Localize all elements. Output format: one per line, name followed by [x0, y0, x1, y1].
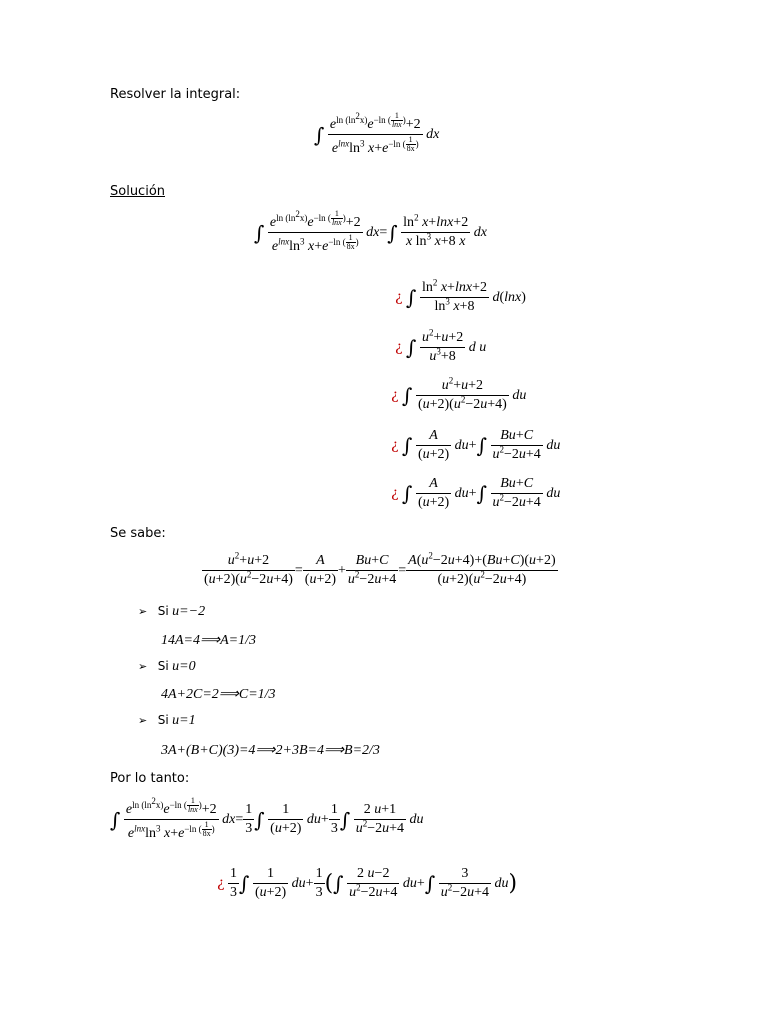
step-6: ¿ ∫ $\frac{A}{(u+2)}$ du+∫ $\frac{Bu+C}{u^2-2u+4}$ du [391, 476, 561, 511]
intro-text: Resolver la integral: [110, 87, 241, 102]
case-1-result: 14A=4⟹A=1/3 [161, 633, 256, 648]
case-2 [138, 659, 196, 675]
integral-statement: ∫ $e^{ln (ln^2x)}e^{-ln ( \frac{1}{\ln x} )}+2$ $e^{lnx}\ln^3$ $x+e^{-ln ( \frac{1}{8x} )}$ dx [314, 110, 440, 157]
case-condition: u=−2 [172, 604, 206, 619]
step-4: ¿ ∫ $\frac{u^2+u+2}{(u+2)(u^2-2u+4)}$ du [391, 375, 527, 413]
partial-fractions-equation: $\frac{u^2+u+2}{(u+2)(u^2-2u+4)}$ = $\frac{A}{(u+2)}$ + $\frac{Bu+C}{u^2-2u+4}$ = $\frac{A(u^2-2u+4)+(Bu+C)(u+2)}{(u+2)(u^2-2u+4)}$ [204, 550, 556, 588]
case-3-result: 3A+(B+C)(3)=4⟹2+3B=4⟹B=2/3 [161, 743, 380, 758]
bullet-icon: ➢ [138, 661, 148, 673]
result-line-2: ¿ $\frac{1}{3}$ ∫ $\frac{1}{(u+2)}$ du+ $\frac{1}{3}$ (∫ $\frac{2 u-2}{u^2-2u+4}$ du+∫ $\frac{3}{u^2-2u+4}$ du) [217, 866, 518, 901]
se-sabe-text: Se sabe: [110, 526, 166, 541]
case-2-result: 4A+2C=2⟹C=1/3 [161, 687, 276, 702]
case-condition: u=0 [172, 659, 196, 674]
step-1: ∫ $e^{ln (ln^2x)}e^{-ln ( \frac{1}{\ln x} )}+2$ $e^{lnx}\ln^3$ $x+e^{-ln ( \frac{1}{8x} )}$ dx=∫ $\frac{\ln^2 x+\ln x+2}{x \ln^3 x+8 x}$ dx [254, 208, 487, 255]
marker: ¿ [391, 386, 399, 403]
result-line-1: ∫ $e^{ln (ln^2x)}e^{-ln ( \frac{1}{\ln x} )}+2$ $e^{lnx}\ln^3$ $x+e^{-ln ( \frac{1}{8x} )}$ dx= $\frac{1}{3}$ ∫ $\frac{1}{(u+2)}$ du+ $\frac{1}{3}$ ∫ $\frac{2 u+1}{u^2-2u+4}$ du [110, 795, 424, 842]
case-label: Si [157, 604, 169, 618]
marker: ¿ [391, 436, 399, 453]
bullet-icon: ➢ [138, 606, 148, 618]
por-lo-tanto-text: Por lo tanto: [110, 771, 190, 786]
case-1 [138, 604, 205, 620]
solucion-heading: Solución [110, 184, 166, 199]
case-label: Si [157, 713, 169, 727]
case-condition: u=1 [172, 713, 196, 728]
marker: ¿ [395, 338, 403, 355]
bullet-icon: ➢ [138, 715, 148, 727]
case-label: Si [157, 659, 169, 673]
marker: ¿ [395, 288, 403, 305]
step-3: ¿ ∫ $\frac{u^2+u+2}{u^3+8}$ d u [395, 327, 487, 365]
marker: ¿ [391, 484, 399, 501]
step-2: ¿ ∫ $\frac{\ln^2 x+\ln x+2}{\ln^3 x+8}$ d(lnx) [395, 277, 526, 315]
step-5: ¿ ∫ $\frac{A}{(u+2)}$ du+∫ $\frac{Bu+C}{u^2-2u+4}$ du [391, 428, 561, 463]
marker: ¿ [217, 874, 225, 891]
case-3 [138, 713, 196, 729]
